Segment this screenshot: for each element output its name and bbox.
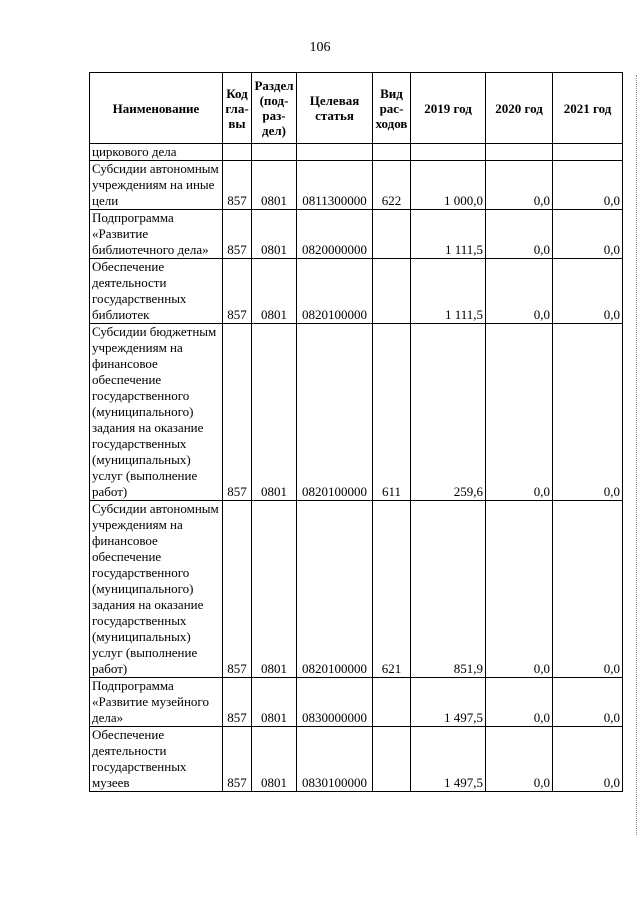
cell-name: Обеспечение деятельности государственных музеев bbox=[90, 727, 223, 792]
cell-2021 bbox=[553, 144, 623, 161]
cell-code bbox=[223, 144, 252, 161]
cell-2020: 0,0 bbox=[486, 324, 553, 501]
cell-2021: 0,0 bbox=[553, 161, 623, 210]
cell-2019: 1 111,5 bbox=[411, 210, 486, 259]
cell-type: 621 bbox=[373, 501, 411, 678]
table-row bbox=[90, 501, 623, 678]
cell-2019: 1 497,5 bbox=[411, 678, 486, 727]
table-row bbox=[90, 678, 623, 727]
cell-type bbox=[373, 727, 411, 792]
cell-2021: 0,0 bbox=[553, 324, 623, 501]
cell-2021: 0,0 bbox=[553, 678, 623, 727]
cell-type: 611 bbox=[373, 324, 411, 501]
cell-code: 857 bbox=[223, 210, 252, 259]
table-row bbox=[90, 259, 623, 324]
header-name: Наименование bbox=[90, 73, 223, 144]
header-code: Код гла-вы bbox=[223, 73, 252, 144]
header-section: Раздел (под-раз-дел) bbox=[252, 73, 297, 144]
cell-2019 bbox=[411, 144, 486, 161]
cell-target: 0811300000 bbox=[297, 161, 373, 210]
table-row bbox=[90, 210, 623, 259]
cell-type bbox=[373, 678, 411, 727]
header-target: Целевая статья bbox=[297, 73, 373, 144]
cell-2019: 1 111,5 bbox=[411, 259, 486, 324]
table-row bbox=[90, 324, 623, 501]
cell-2020: 0,0 bbox=[486, 501, 553, 678]
cell-2020: 0,0 bbox=[486, 259, 553, 324]
cell-section: 0801 bbox=[252, 501, 297, 678]
table-header-row bbox=[90, 73, 623, 144]
header-2019: 2019 год bbox=[411, 73, 486, 144]
cell-name: Субсидии автономным учреждениям на финансовое обеспечение государственного (муниципального) задания на оказание государственных (муниципальных) услуг (выполнение работ) bbox=[90, 501, 223, 678]
scan-edge-mark bbox=[636, 75, 639, 835]
cell-type: 622 bbox=[373, 161, 411, 210]
cell-name: Субсидии бюджетным учреждениям на финансовое обеспечение государственного (муниципального) задания на оказание государственных (муниципальных) услуг (выполнение работ) bbox=[90, 324, 223, 501]
cell-code: 857 bbox=[223, 259, 252, 324]
table-row bbox=[90, 727, 623, 792]
cell-name: Обеспечение деятельности государственных библиотек bbox=[90, 259, 223, 324]
cell-type bbox=[373, 210, 411, 259]
page-number: 106 bbox=[309, 40, 331, 55]
cell-target bbox=[297, 144, 373, 161]
cell-type bbox=[373, 144, 411, 161]
cell-section: 0801 bbox=[252, 210, 297, 259]
cell-name: Субсидии автономным учреждениям на иные цели bbox=[90, 161, 223, 210]
cell-target: 0820100000 bbox=[297, 324, 373, 501]
cell-2021: 0,0 bbox=[553, 210, 623, 259]
cell-2021: 0,0 bbox=[553, 727, 623, 792]
cell-name: Подпрограмма «Развитие библиотечного дела» bbox=[90, 210, 223, 259]
budget-table bbox=[89, 72, 623, 792]
cell-name: Подпрограмма «Развитие музейного дела» bbox=[90, 678, 223, 727]
cell-target: 0820100000 bbox=[297, 501, 373, 678]
cell-target: 0830100000 bbox=[297, 727, 373, 792]
table-row bbox=[90, 144, 623, 161]
table-row bbox=[90, 161, 623, 210]
cell-2019: 1 000,0 bbox=[411, 161, 486, 210]
cell-target: 0820100000 bbox=[297, 259, 373, 324]
cell-2019: 259,6 bbox=[411, 324, 486, 501]
cell-code: 857 bbox=[223, 161, 252, 210]
cell-target: 0830000000 bbox=[297, 678, 373, 727]
cell-section: 0801 bbox=[252, 324, 297, 501]
cell-2021: 0,0 bbox=[553, 501, 623, 678]
cell-code: 857 bbox=[223, 678, 252, 727]
cell-2020: 0,0 bbox=[486, 161, 553, 210]
cell-code: 857 bbox=[223, 727, 252, 792]
header-type: Вид рас-ходов bbox=[373, 73, 411, 144]
header-2021: 2021 год bbox=[553, 73, 623, 144]
cell-target: 0820000000 bbox=[297, 210, 373, 259]
cell-2020 bbox=[486, 144, 553, 161]
cell-section: 0801 bbox=[252, 727, 297, 792]
cell-code: 857 bbox=[223, 324, 252, 501]
cell-code: 857 bbox=[223, 501, 252, 678]
cell-2020: 0,0 bbox=[486, 727, 553, 792]
cell-2021: 0,0 bbox=[553, 259, 623, 324]
cell-2019: 851,9 bbox=[411, 501, 486, 678]
cell-section: 0801 bbox=[252, 161, 297, 210]
cell-section: 0801 bbox=[252, 259, 297, 324]
cell-name: циркового дела bbox=[90, 144, 223, 161]
cell-section: 0801 bbox=[252, 678, 297, 727]
header-2020: 2020 год bbox=[486, 73, 553, 144]
cell-2020: 0,0 bbox=[486, 678, 553, 727]
cell-type bbox=[373, 259, 411, 324]
cell-2019: 1 497,5 bbox=[411, 727, 486, 792]
cell-2020: 0,0 bbox=[486, 210, 553, 259]
cell-section bbox=[252, 144, 297, 161]
